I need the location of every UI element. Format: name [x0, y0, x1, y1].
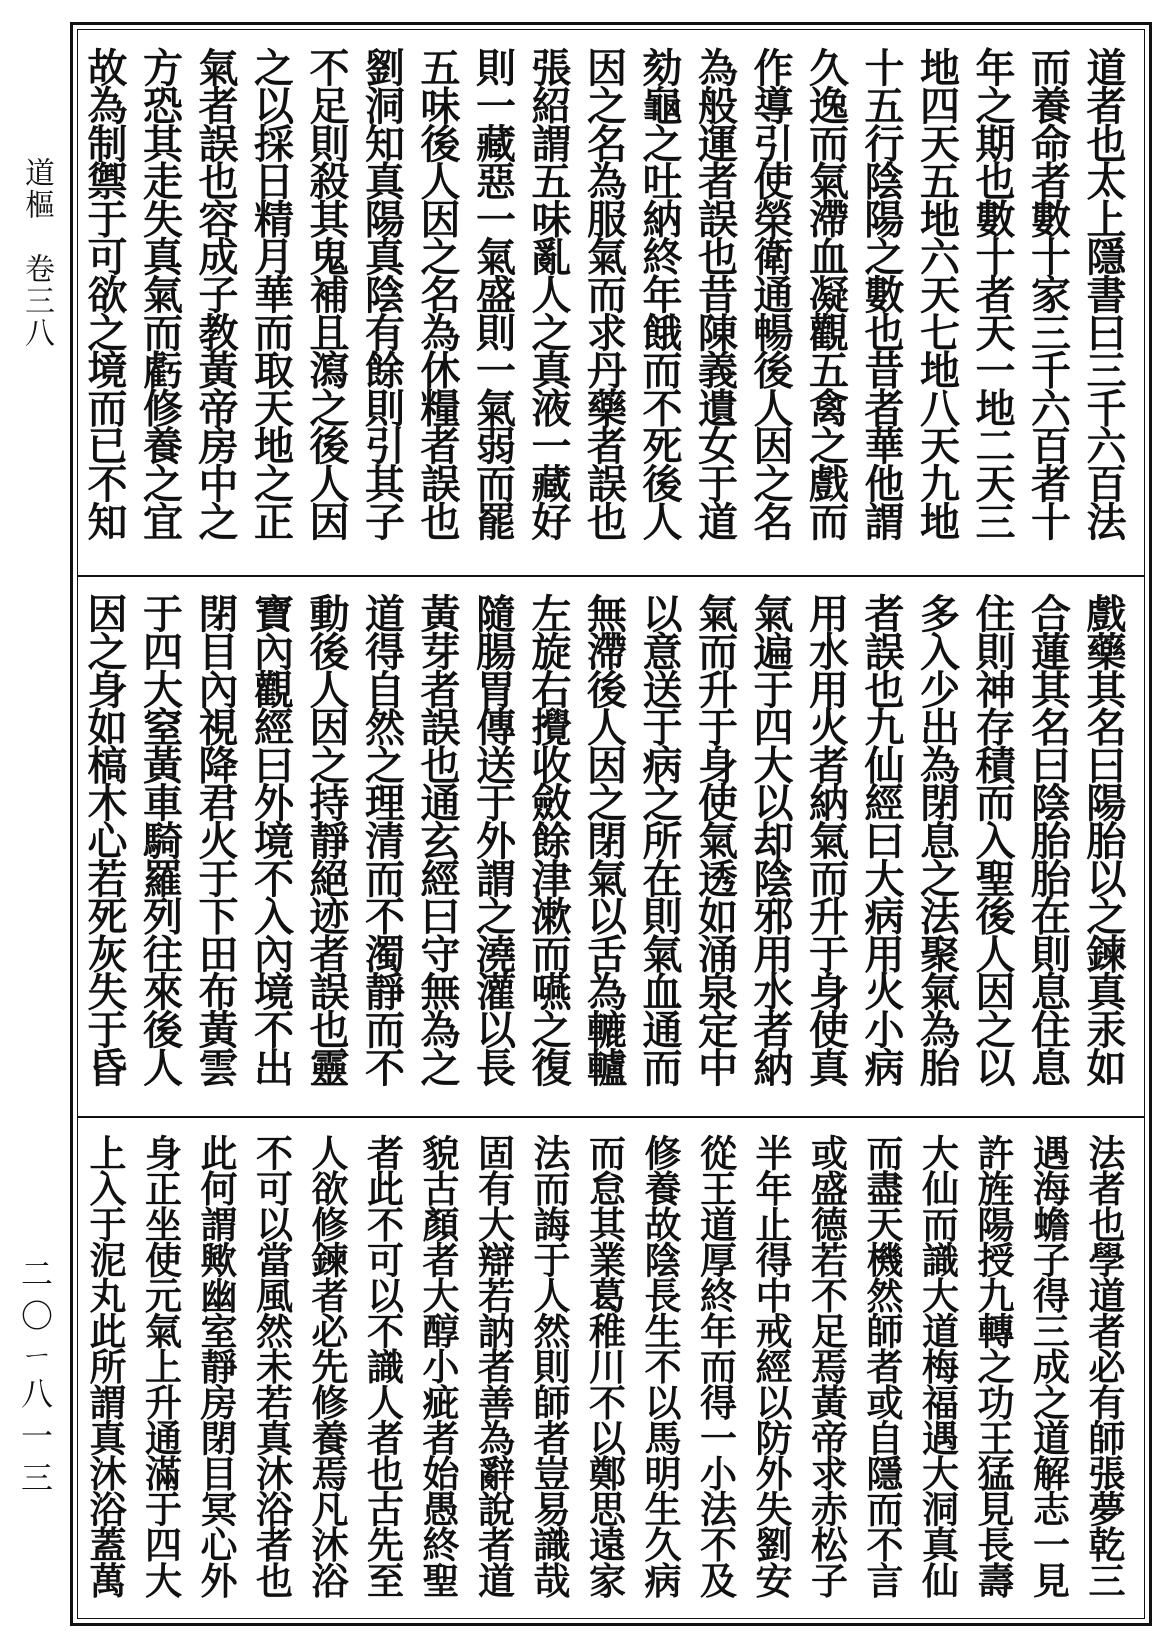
text-column-block: 戲藥其名曰陽胎以之鍊真汞如合蓮其名曰陰胎胎在則息住息住則神存積而入聖後人因之以多入少出為閉息之法聚氣為胎者誤也九仙經曰大病用火小病用水用火者納氣而升于身使真氣遍于四大以却陰邪用水者納氣而升于身使氣透如涌泉定中以意送于病之所在則氣血通而無滯後人因之閉氣以舌為轆轤左旋右攪收斂餘津漱而嚥之復隨腸胃傳送于外謂之澆灌以長黃芽者誤也通玄經曰守無為之道得自然之理清而不濁靜而不動後人因之持靜絕迹者誤也靈寶內觀經曰外境不入內境不出閉目內視降君火于下田布黃雲于四大窒黃車騎羅列往來後人因之身如槁木心若死灰失于昏	[81, 593, 1127, 1085]
register-divider	[77, 1116, 1145, 1118]
book-title: 道樞 卷三八	[19, 157, 54, 349]
register-divider	[77, 575, 1145, 577]
text-column-block: 道者也太上隱書曰三千六百法而養命者數十家三千六百者十年之期也數十者天一地二天三地四天五地六天七地八天九地十五行陰陽之數也昔者華他謂久逸而氣滯血凝觀五禽之戲而作導引使榮衛通暢後人因之名為般運者誤也昔陳義遺女于道劾龜之吐納終年餓而不死後人因之名為服氣而求丹藥者誤也張紹謂五味亂人之真液一藏好則一藏惡一氣盛則一氣弱而罷五味後人因之名為休糧者誤也劉洞知真陽真陰有餘則引其子不足則殺其鬼補且瀉之後人因之以採日精月華而取天地之正氣者誤也容成子教黃帝房中之方恐其走失真氣而虧修養之宜故為制禦于可欲之境而已不知	[81, 47, 1127, 539]
page-frame	[70, 22, 1152, 1626]
text-register-middle	[81, 579, 1141, 1114]
text-register-top	[81, 33, 1141, 573]
text-register-bottom	[81, 1120, 1141, 1615]
page-number: 二〇ㄧ八一三	[16, 1257, 54, 1503]
text-column-block: 法者也學道者必有師張夢乾三遇海蟾子得三成之道解志一見許旌陽授九轉之功王猛見長壽大仙而識大道梅福遇大洞真仙而盡天機然師者或自隱而不言或盛德若不足焉黃帝求赤松子半年止得中戒經以防外失劉安從王道厚終年而得一小法不及修養故陰長生不以馬明生久病而怠其業葛稚川不以鄭思遠家法而誨于人然則師者豈易識哉固有大辯若訥者善為辭說者道貌古顏者大醇小疵者始愚終聖者此不可以不識人者也古先至人欲修鍊者必先修養焉凡沐浴不可以當風然未若真沐浴者也此何謂歟幽室靜房閉目冥心外身正坐使元氣上升通滿于四大上入于泥丸此所謂真沐浴蓋萬	[83, 1134, 1126, 1597]
